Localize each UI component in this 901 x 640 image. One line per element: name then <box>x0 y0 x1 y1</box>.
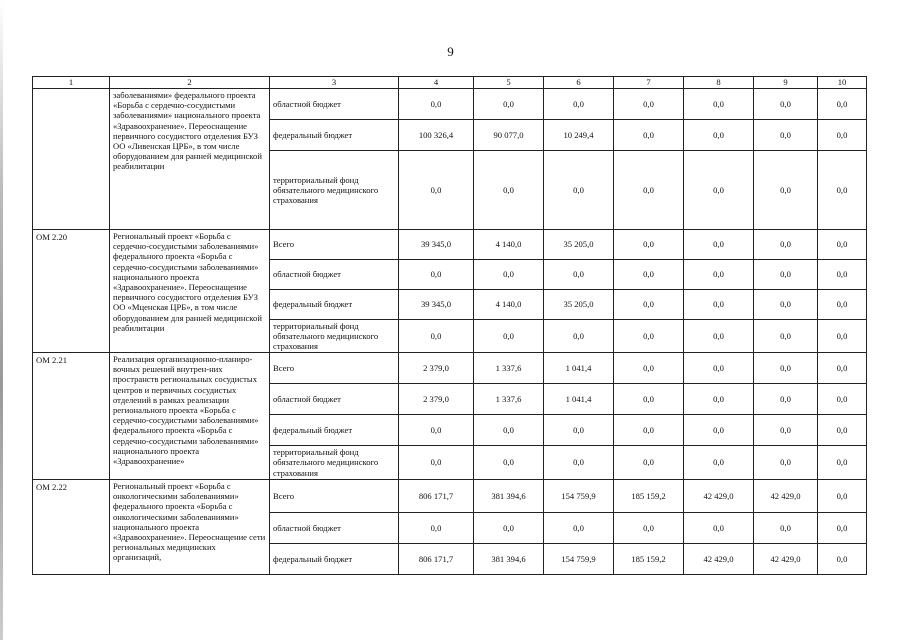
amount-cell: 0,0 <box>399 89 474 120</box>
amount-cell: 0,0 <box>684 151 754 230</box>
amount-cell: 0,0 <box>818 480 867 513</box>
amount-cell: 35 205,0 <box>544 290 614 320</box>
amount-cell: 1 041,4 <box>544 353 614 384</box>
amount-cell: 0,0 <box>818 415 867 446</box>
amount-cell: 0,0 <box>754 230 818 260</box>
amount-cell: 0,0 <box>544 415 614 446</box>
funding-source: федеральный бюджет <box>270 544 399 575</box>
amount-cell: 0,0 <box>754 446 818 480</box>
amount-cell: 0,0 <box>684 353 754 384</box>
amount-cell: 0,0 <box>614 89 684 120</box>
amount-cell: 0,0 <box>614 230 684 260</box>
funding-source: областной бюджет <box>270 89 399 120</box>
amount-cell: 0,0 <box>818 353 867 384</box>
amount-cell: 0,0 <box>818 320 867 353</box>
amount-cell: 0,0 <box>818 151 867 230</box>
table-row <box>33 230 867 260</box>
amount-cell: 0,0 <box>754 151 818 230</box>
funding-source: федеральный бюджет <box>270 415 399 446</box>
table-row <box>33 353 867 384</box>
amount-cell: 0,0 <box>474 260 544 290</box>
amount-cell: 0,0 <box>684 384 754 415</box>
funding-source: территориальный фонд обязательного медицинского страхования <box>270 151 399 230</box>
amount-cell: 0,0 <box>544 89 614 120</box>
amount-cell: 0,0 <box>544 446 614 480</box>
amount-cell: 185 159,2 <box>614 480 684 513</box>
amount-cell: 0,0 <box>684 513 754 544</box>
amount-cell: 0,0 <box>754 415 818 446</box>
event-code: ОМ 2.20 <box>33 230 110 353</box>
amount-cell: 0,0 <box>684 260 754 290</box>
amount-cell: 90 077,0 <box>474 120 544 151</box>
column-header: 9 <box>754 77 818 89</box>
amount-cell: 0,0 <box>614 260 684 290</box>
amount-cell: 0,0 <box>684 290 754 320</box>
amount-cell: 42 429,0 <box>684 544 754 575</box>
amount-cell: 0,0 <box>684 415 754 446</box>
column-header: 1 <box>33 77 110 89</box>
event-code: ОМ 2.21 <box>33 353 110 480</box>
funding-source: федеральный бюджет <box>270 120 399 151</box>
amount-cell: 0,0 <box>684 320 754 353</box>
header-row <box>33 77 867 89</box>
amount-cell: 0,0 <box>399 260 474 290</box>
amount-cell: 0,0 <box>544 151 614 230</box>
amount-cell: 381 394,6 <box>474 544 544 575</box>
amount-cell: 0,0 <box>754 353 818 384</box>
amount-cell: 0,0 <box>614 353 684 384</box>
amount-cell: 0,0 <box>614 446 684 480</box>
event-code <box>33 89 110 230</box>
amount-cell: 0,0 <box>818 260 867 290</box>
amount-cell: 4 140,0 <box>474 290 544 320</box>
amount-cell: 0,0 <box>754 384 818 415</box>
amount-cell: 0,0 <box>818 513 867 544</box>
amount-cell: 0,0 <box>754 320 818 353</box>
amount-cell: 2 379,0 <box>399 384 474 415</box>
amount-cell: 0,0 <box>754 513 818 544</box>
funding-source: областной бюджет <box>270 260 399 290</box>
column-header: 7 <box>614 77 684 89</box>
amount-cell: 154 759,9 <box>544 480 614 513</box>
amount-cell: 0,0 <box>754 290 818 320</box>
amount-cell: 0,0 <box>544 320 614 353</box>
amount-cell: 0,0 <box>684 230 754 260</box>
column-header: 2 <box>110 77 270 89</box>
amount-cell: 0,0 <box>614 384 684 415</box>
amount-cell: 0,0 <box>818 89 867 120</box>
amount-cell: 0,0 <box>474 446 544 480</box>
funding-source: федеральный бюджет <box>270 290 399 320</box>
amount-cell: 0,0 <box>754 89 818 120</box>
amount-cell: 154 759,9 <box>544 544 614 575</box>
amount-cell: 0,0 <box>399 513 474 544</box>
amount-cell: 0,0 <box>614 151 684 230</box>
amount-cell: 0,0 <box>474 89 544 120</box>
amount-cell: 0,0 <box>818 384 867 415</box>
funding-source: областной бюджет <box>270 384 399 415</box>
amount-cell: 10 249,4 <box>544 120 614 151</box>
funding-source: Всего <box>270 480 399 513</box>
table-row <box>33 89 867 120</box>
amount-cell: 0,0 <box>818 544 867 575</box>
amount-cell: 806 171,7 <box>399 544 474 575</box>
amount-cell: 2 379,0 <box>399 353 474 384</box>
amount-cell: 39 345,0 <box>399 290 474 320</box>
amount-cell: 1 337,6 <box>474 353 544 384</box>
amount-cell: 0,0 <box>544 260 614 290</box>
amount-cell: 0,0 <box>818 230 867 260</box>
column-header: 3 <box>270 77 399 89</box>
amount-cell: 0,0 <box>614 120 684 151</box>
table-row <box>33 480 867 513</box>
column-header: 8 <box>684 77 754 89</box>
budget-table <box>32 76 867 575</box>
amount-cell: 4 140,0 <box>474 230 544 260</box>
amount-cell: 0,0 <box>614 415 684 446</box>
amount-cell: 0,0 <box>399 320 474 353</box>
event-description: Реализация организационно-планиро-вочных решений внутрен-них пространств региональных сосудистых центров и первичных сосудистых отделений в рамках реализации регионального проекта «Борьба с сердечно-сосудистыми заболеваниями» федерального проекта «Борьба с сердечно-сосудистыми заболеваниями» национального проекта «Здравоохранение» <box>110 353 270 480</box>
column-header: 4 <box>399 77 474 89</box>
funding-source: областной бюджет <box>270 513 399 544</box>
amount-cell: 39 345,0 <box>399 230 474 260</box>
column-header: 10 <box>818 77 867 89</box>
amount-cell: 185 159,2 <box>614 544 684 575</box>
amount-cell: 0,0 <box>614 290 684 320</box>
funding-source: Всего <box>270 230 399 260</box>
amount-cell: 42 429,0 <box>684 480 754 513</box>
amount-cell: 0,0 <box>399 446 474 480</box>
amount-cell: 1 337,6 <box>474 384 544 415</box>
amount-cell: 1 041,4 <box>544 384 614 415</box>
amount-cell: 0,0 <box>474 320 544 353</box>
funding-source: территориальный фонд обязательного медицинского страхования <box>270 320 399 353</box>
page-number: 9 <box>447 44 454 59</box>
event-description: Региональный проект «Борьба с сердечно-сосудистыми заболеваниями» федерального проекта «Борьба с сердечно-сосудистыми заболеваниями» национального проекта «Здравоохранение». Переоснащение первичного сосудистого отделения БУЗ ОО «Мценская ЦРБ», в том числе оборудованием для ранней медицинской реабилитации <box>110 230 270 353</box>
amount-cell: 0,0 <box>474 151 544 230</box>
amount-cell: 0,0 <box>818 446 867 480</box>
event-code: ОМ 2.22 <box>33 480 110 575</box>
event-description: заболеваниями» федерального проекта «Борьба с сердечно-сосудистыми заболеваниями» национального проекта «Здравоохранение». Переоснащение первичного сосудистого отделения БУЗ ОО «Ливенская ЦРБ», в том числе оборудованием для ранней медицинской реабилитации <box>110 89 270 230</box>
amount-cell: 0,0 <box>474 513 544 544</box>
amount-cell: 0,0 <box>614 513 684 544</box>
amount-cell: 0,0 <box>399 151 474 230</box>
amount-cell: 0,0 <box>754 260 818 290</box>
amount-cell: 0,0 <box>474 415 544 446</box>
funding-source: Всего <box>270 353 399 384</box>
amount-cell: 0,0 <box>684 89 754 120</box>
amount-cell: 0,0 <box>684 120 754 151</box>
amount-cell: 0,0 <box>818 120 867 151</box>
amount-cell: 35 205,0 <box>544 230 614 260</box>
amount-cell: 100 326,4 <box>399 120 474 151</box>
funding-source: территориальный фонд обязательного медицинского страхования <box>270 446 399 480</box>
column-header: 6 <box>544 77 614 89</box>
scan-edge <box>0 0 3 640</box>
column-header: 5 <box>474 77 544 89</box>
amount-cell: 0,0 <box>614 320 684 353</box>
event-description: Региональный проект «Борьба с онкологическими заболеваниями» федерального проекта «Борьба с онкологическими заболеваниями» национального проекта «Здравоохранение». Переоснащение сети региональных медицинских организаций, <box>110 480 270 575</box>
amount-cell: 0,0 <box>684 446 754 480</box>
amount-cell: 0,0 <box>818 290 867 320</box>
amount-cell: 0,0 <box>544 513 614 544</box>
amount-cell: 381 394,6 <box>474 480 544 513</box>
amount-cell: 0,0 <box>399 415 474 446</box>
amount-cell: 0,0 <box>754 120 818 151</box>
amount-cell: 42 429,0 <box>754 544 818 575</box>
amount-cell: 806 171,7 <box>399 480 474 513</box>
amount-cell: 42 429,0 <box>754 480 818 513</box>
